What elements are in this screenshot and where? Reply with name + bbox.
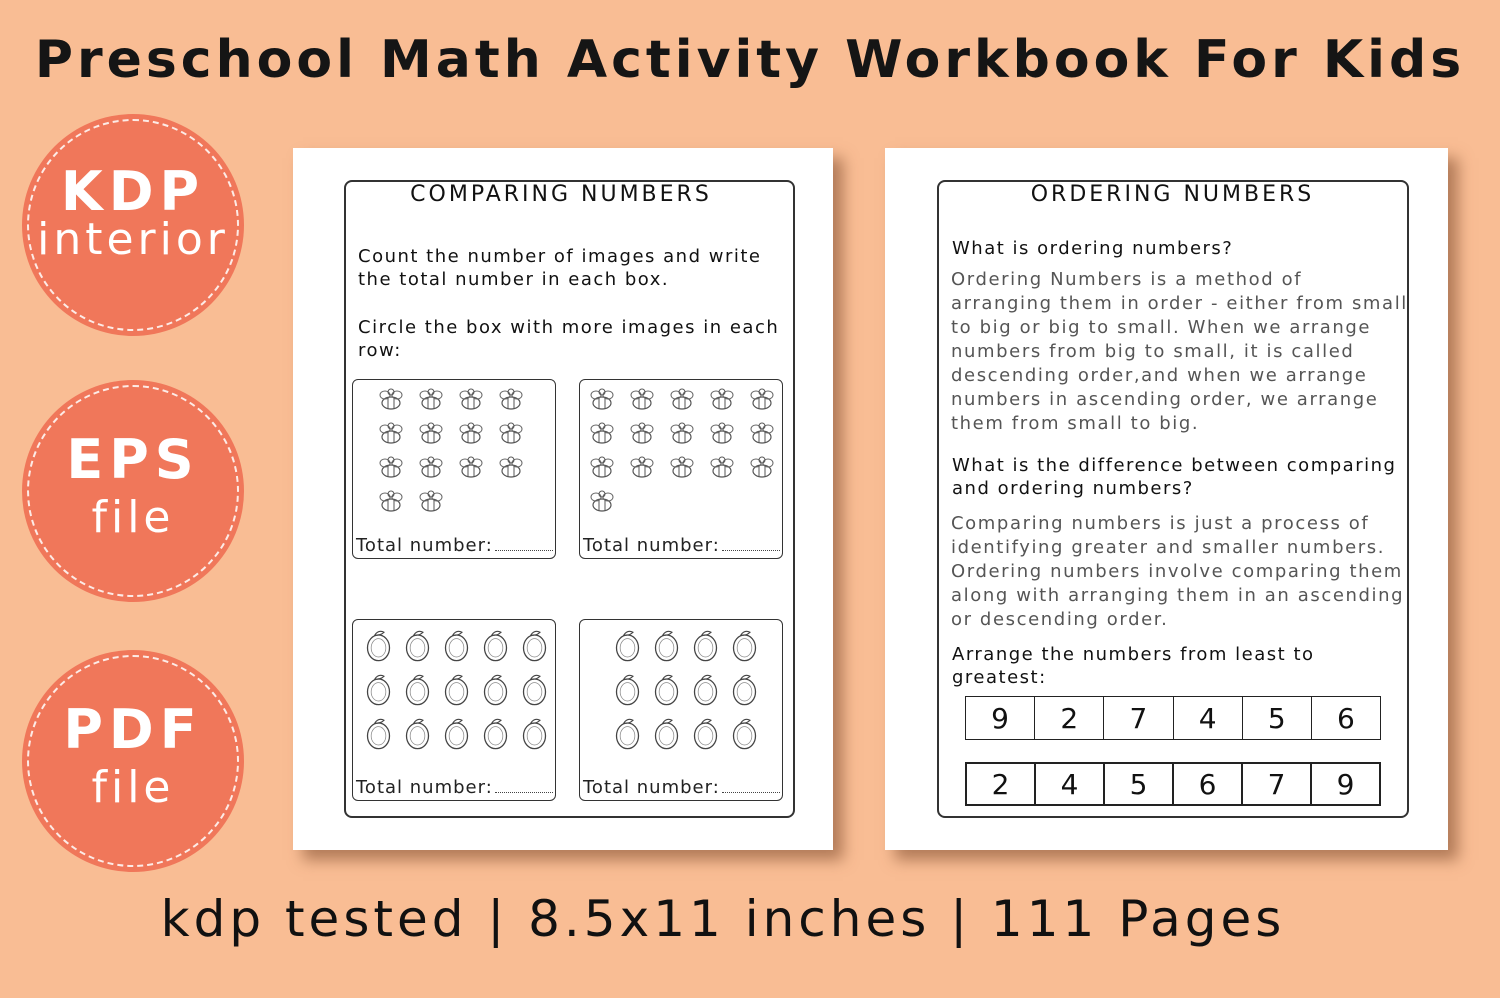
badge-line-1: KDP [60,160,206,223]
total-number-label: Total number: [356,777,553,798]
lemon-icon [728,670,761,710]
bee-icon [494,454,528,484]
lemon-icon [518,626,551,666]
badge-line-1: EPS [66,428,200,491]
number-cell: 7 [1243,764,1312,804]
lemon-icon [479,626,512,666]
lemon-group [359,624,555,756]
lemon-icon [440,626,473,666]
lemon-icon [728,714,761,754]
badge-kdp-interior [22,114,244,336]
bee-icon [745,420,779,450]
bee-icon [585,386,619,416]
lemon-icon [650,714,683,754]
lemon-icon [362,670,395,710]
bee-icon [414,488,448,518]
number-cell: 4 [1036,764,1105,804]
number-cell: 4 [1174,697,1243,739]
number-cell: 9 [966,697,1035,739]
number-cell: 7 [1104,697,1173,739]
instruction-circle: Circle the box with more images in each row: [358,317,780,361]
bee-icon [454,420,488,450]
main-title: Preschool Math Activity Workbook For Kids [34,30,1466,90]
bee-icon [745,454,779,484]
bee-icon [374,488,408,518]
bee-icon [585,454,619,484]
bee-icon [494,420,528,450]
lemon-icon [479,714,512,754]
badge-line-1: PDF [63,698,203,761]
bee-icon [625,420,659,450]
lemon-icon [440,670,473,710]
bee-icon [665,386,699,416]
total-number-label: Total number: [356,535,553,556]
lemon-icon [650,626,683,666]
badge-line-2: file [91,492,175,543]
number-cell: 5 [1105,764,1174,804]
badge-ring [27,655,239,867]
number-cell: 5 [1243,697,1312,739]
total-number-label: Total number: [583,777,780,798]
bee-group [582,384,782,520]
lemon-icon [518,714,551,754]
bee-icon [414,420,448,450]
bee-icon [414,386,448,416]
answer-what-is-ordering: Ordering Numbers is a method of arranging them in order - either from small to big or big to small. When we arrange numbers from big to small, it is called descending order,and when we arrange numbers in ascending order, we arrange them from small to big. [951,269,1408,434]
total-number-label: Total number: [583,535,780,556]
bee-icon [705,386,739,416]
bee-icon [374,454,408,484]
bee-icon [625,386,659,416]
question-arrange: Arrange the numbers from least to greatest: [952,644,1315,688]
bee-icon [745,386,779,416]
count-box-bees-1 [352,379,556,559]
bee-icon [665,420,699,450]
lemon-icon [650,670,683,710]
bee-icon [705,454,739,484]
instruction-count: Count the number of images and write the total number in each box. [358,246,762,290]
answer-difference: Comparing numbers is just a process of identifying greater and smaller numbers. Ordering numbers involve comparing them along with arranging them in an ascending or descending order. [951,513,1405,630]
lemon-icon [401,626,434,666]
count-box-lemons-1 [352,619,556,801]
lemon-icon [611,626,644,666]
footer-specs: kdp tested | 8.5x11 inches | 111 Pages [160,890,1286,948]
bee-icon [494,386,528,416]
comparing-numbers-page [293,148,833,850]
badge-line-2: file [91,762,175,813]
lemon-icon [362,714,395,754]
lemon-icon [401,670,434,710]
bee-icon [705,420,739,450]
number-cell: 6 [1337,701,1355,735]
lemon-icon [611,670,644,710]
bee-group [371,384,551,520]
badge-line-2: interior [37,214,229,265]
badge-pdf-file [22,650,244,872]
badge-ring [27,385,239,597]
number-cell: 6 [1174,764,1243,804]
bee-icon [374,420,408,450]
lemon-icon [689,670,722,710]
page-title: COMPARING NUMBERS [410,182,712,207]
number-cell: 2 [967,764,1036,804]
ordered-number-row [965,762,1381,806]
bee-icon [625,454,659,484]
count-box-lemons-2 [579,619,783,801]
lemon-icon [689,714,722,754]
lemon-icon [479,670,512,710]
bee-icon [454,454,488,484]
lemon-icon [689,626,722,666]
unordered-number-row [965,696,1381,740]
count-box-bees-2 [579,379,783,559]
bee-icon [454,386,488,416]
bee-icon [374,386,408,416]
question-what-is-ordering: What is ordering numbers? [952,238,1234,259]
number-cell: 9 [1336,767,1355,801]
badge-eps-file [22,380,244,602]
bee-icon [414,454,448,484]
bee-icon [585,420,619,450]
lemon-icon [728,626,761,666]
lemon-icon [401,714,434,754]
lemon-group [608,624,768,756]
page-title: ORDERING NUMBERS [1030,182,1315,207]
lemon-icon [611,714,644,754]
lemon-icon [362,626,395,666]
lemon-icon [518,670,551,710]
lemon-icon [440,714,473,754]
bee-icon [665,454,699,484]
ordering-numbers-page [885,148,1448,850]
number-cell: 2 [1035,697,1104,739]
question-difference: What is the difference between comparing and ordering numbers? [952,455,1397,499]
bee-icon [585,488,619,518]
